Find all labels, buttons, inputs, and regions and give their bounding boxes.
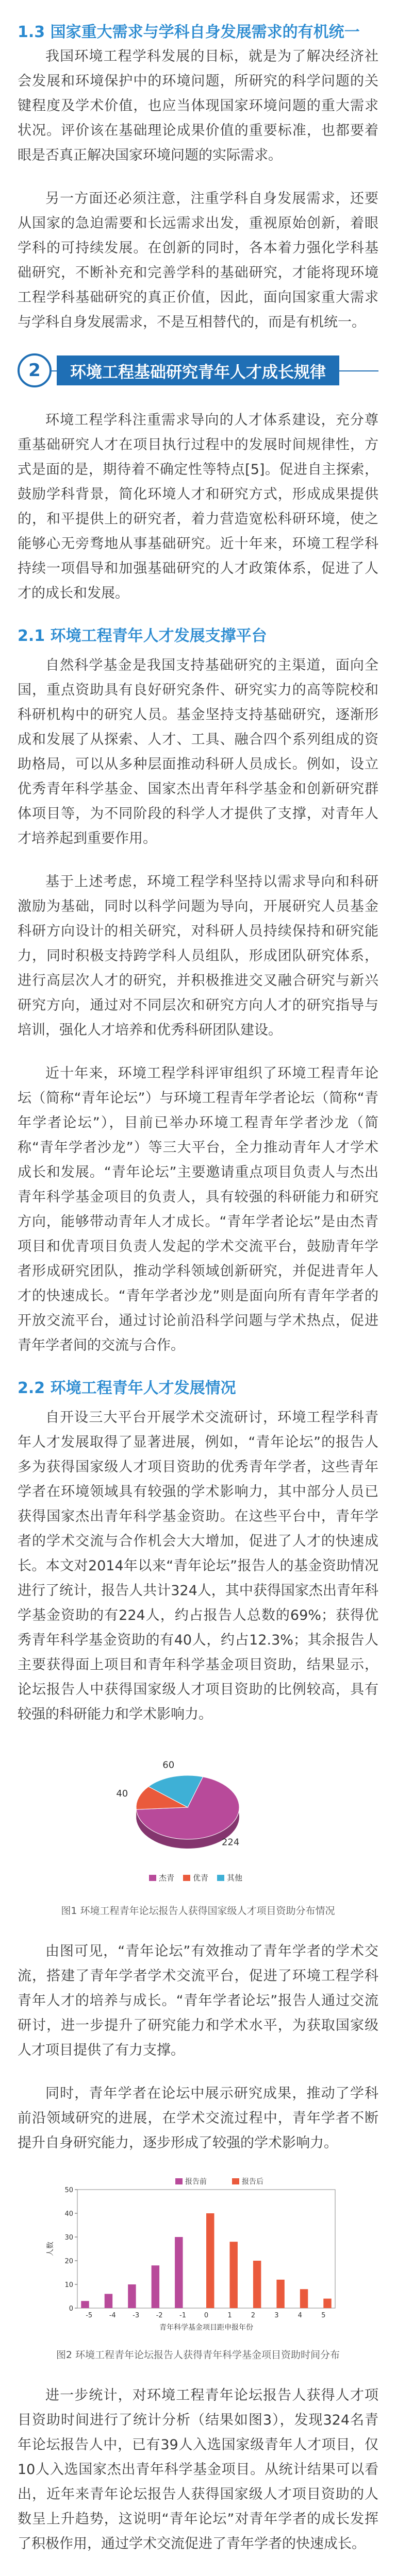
bar: [152, 2265, 159, 2308]
bar-chart-1: [43, 2174, 353, 2344]
legend-label: 报告前: [185, 2178, 207, 2186]
bar: [81, 2301, 89, 2308]
paragraph: 自然科学基金是我国支持基础研究的主渠道，面向全国，重点资助具有良好研究条件、研究实力的高等院校和科研机构中的研究人员。基金坚持支持基础研究，逐渐形成和发展了从探索、人才、工具、融合四个系列组成的资助格局，可以从多种层面推动科研人员成长。例如，设立优秀青年科学基金、国家杰出青年科学基金和创新研究群体项目等，为不同阶段的科学人才提供了支撑，对青年人才培养起到重要作用。: [18, 657, 378, 846]
bar: [300, 2289, 308, 2308]
legend-label: 杰青: [159, 1873, 175, 1883]
legend-swatch: [149, 1875, 156, 1881]
bar: [229, 2242, 237, 2308]
legend-swatch: [217, 1875, 224, 1881]
x-tick-label: 2: [251, 2312, 256, 2319]
bar: [323, 2299, 331, 2308]
paragraph: 由图可见，“青年论坛”有效推动了青年学者的学术交流，搭建了青年学者学术交流平台，促进了环境工程学科青年人才的培养与成长。“青年学者论坛”报告人通过交流研讨，进一步提升了研究能力和学术水平，为获取国家级人才项目提供了有力支撑。: [18, 1943, 378, 2058]
y-tick-label: 50: [64, 2187, 73, 2194]
bar: [276, 2280, 284, 2308]
bar: [206, 2213, 214, 2308]
legend-swatch: [183, 1875, 190, 1881]
x-tick-label: 4: [298, 2312, 302, 2319]
paragraph: 另一方面还必须注意，注重学科自身发展需求，还要从国家的急迫需要和长远需求出发，重视原始创新，着眼学科的可持续发展。在创新的同时，各本着力强化学科基础研究，不断补充和完善学科的基础研究，才能将现环境工程学科基础研究的真正价值，因此，面向国家重大需求与学科自身发展需求，不是互相替代的，而是有机统一。: [18, 191, 378, 330]
subsection-2-2-title: 2.2 环境工程青年人才发展情况: [18, 1379, 236, 1397]
y-tick-label: 0: [69, 2305, 73, 2313]
bar: [253, 2261, 261, 2308]
figure-1-caption: 图1 环境工程青年论坛报告人获得国家级人才项目资助分布情况: [61, 1905, 335, 1917]
paragraph: 自开设三大平台开展学术交流研讨，环境工程学科青年人才发展取得了显著进展，例如，“青年论坛”的报告人多为获得国家级人才项目资助的优秀青年学者，这些青年学者在环境领域具有较强的学术影响力，其中部分人员已获得国家杰出青年科学基金资助。在这些平台中，青年学者的学术交流与合作机会大大增加，促进了人才的快速成长。本文对2014年以来“青年论坛”报告人的基金资助情况进行了统计，报告人共计324人，其中获得国家杰出青年科学基金资助的有224人，约占报告人总数的69%；获得优秀青年科学基金资助的有40人，约占12.3%；其余报告人主要获得面上项目和青年科学基金项目资助，结果显示，论坛报告人中获得国家级人才项目资助的比例较高，具有较强的科研能力和学术影响力。: [18, 1410, 378, 1722]
x-tick-label: -3: [133, 2312, 140, 2319]
legend-label: 其他: [227, 1873, 243, 1883]
paragraph: 基于上述考虑，环境工程学科坚持以需求导向和科研激励为基础，同时以科学问题为导向，开展研究人员基金科研方向设计的相关研究，对科研人员持续保持和研究能力，同时积极支持跨学科人员组队，形成团队研究体系，进行高层次人才的研究，并积极推进交叉融合研究与新兴研究方向，通过对不同层次和研究方向人才的研究指导与培训，强化人才培养和优秀科研团队建设。: [18, 874, 378, 1038]
x-axis-label: 青年科学基金项目距申报年份: [159, 2324, 253, 2332]
x-tick-label: 1: [227, 2312, 232, 2319]
x-tick-label: -1: [179, 2312, 187, 2319]
pie-data-label: 224: [221, 1837, 240, 1848]
section-2-banner: [18, 353, 378, 387]
x-tick-label: -2: [156, 2312, 163, 2319]
y-tick-label: 10: [64, 2281, 73, 2289]
paragraph: 我国环境工程学科发展的目标，就是为了解决经济社会发展和环境保护中的环境问题，所研究的科学问题的关键程度及学术价值，也应当体现国家环境问题的重大需求状况。评价该在基础理论成果价值的重要标准，也都要着眼是否真正解决国家环境问题的实际需求。: [18, 48, 378, 163]
legend-swatch: [232, 2178, 239, 2184]
y-tick-label: 40: [64, 2210, 73, 2218]
x-tick-label: 3: [274, 2312, 279, 2319]
legend-label: 报告后: [242, 2178, 263, 2186]
figure-2: [18, 2174, 378, 2363]
paragraph: 同时，青年学者在论坛中展示研究成果，推动了学科前沿领域研究的进展，在学术交流过程中，青年学者不断提升自身研究能力，逐步形成了较强的学术影响力。: [18, 2086, 378, 2151]
figure-2-caption: 图2 环境工程青年论坛报告人获得青年科学基金项目资助时间分布: [56, 2349, 340, 2361]
y-tick-label: 30: [64, 2234, 73, 2242]
pie-data-label: 60: [162, 1759, 175, 1771]
figure-1: [18, 1745, 378, 1919]
x-tick-label: 0: [204, 2312, 209, 2319]
x-tick-label: 5: [321, 2312, 326, 2319]
bar: [175, 2237, 183, 2308]
legend-label: 优青: [193, 1873, 209, 1883]
x-tick-label: -4: [109, 2312, 116, 2319]
pie-chart: [18, 1745, 378, 1900]
section-1-3-title: 1.3 国家重大需求与学科自身发展需求的有机统一: [18, 23, 360, 41]
paragraph: 进一步统计，对环境工程青年论坛报告人获得人才项目资助时间进行了统计分析（结果如图3），发现324名青年论坛报告人中，已有39人入选国家级青年人才项目，仅10人入选国家杰出青年科学基金项目。从统计结果可以看出，近年来青年论坛报告人获得国家级人才项目资助的人数呈上升趋势，这说明“青年论坛”对青年学者的成长发挥了积极作用，通过学术交流促进了青年学者的快速成长。: [18, 2387, 378, 2552]
y-axis-label: 人数: [46, 2242, 55, 2256]
subsection-2-1-title: 2.1 环境工程青年人才发展支撑平台: [18, 627, 267, 645]
legend-swatch: [175, 2178, 183, 2184]
bar: [105, 2294, 112, 2308]
section-number-badge: 2: [18, 353, 52, 387]
paragraph: 近十年来，环境工程学科评审组织了环境工程青年论坛（简称“青年论坛”）与环境工程青年学者论坛（简称“青年学者论坛”），目前已举办环境工程青年学者沙龙（简称“青年学者沙龙”）等三大平台，全力推动青年人才学术成长和发展。“青年论坛”主要邀请重点项目负责人与杰出青年科学基金项目的负责人，具有较强的科研能力和研究方向，能够带动青年人才成长。“青年学者论坛”是由杰青项目和优青项目负责人发起的学术交流平台，鼓励青年学者形成研究团队，推动学科领域创新研究，并促进青年人才的快速成长。“青年学者沙龙”则是面向所有青年学者的开放交流平台，通过讨论前沿科学问题与学术热点，促进青年学者间的交流与合作。: [18, 1065, 378, 1353]
y-tick-label: 20: [64, 2258, 73, 2265]
pie-data-label: 40: [116, 1788, 128, 1799]
section-2-title: 环境工程基础研究青年人才成长规律: [57, 355, 339, 385]
x-tick-label: -5: [86, 2312, 93, 2319]
bar: [128, 2284, 136, 2308]
paragraph: 环境工程学科注重需求导向的人才体系建设，充分尊重基础研究人才在项目执行过程中的发展时间规律性，方式是面的是，期待着不确定性等特点[5]。促进自主探索，鼓励学科背景，简化环境人才和研究方式，形成成果提供的，和平提供上的研究者，着力营造宽松科研环境，使之能够心无旁骛地从事基础研究。近十年来，环境工程学科持续一项倡导和加强基础研究的人才政策体系，促进了人才的成长和发展。: [18, 412, 378, 601]
